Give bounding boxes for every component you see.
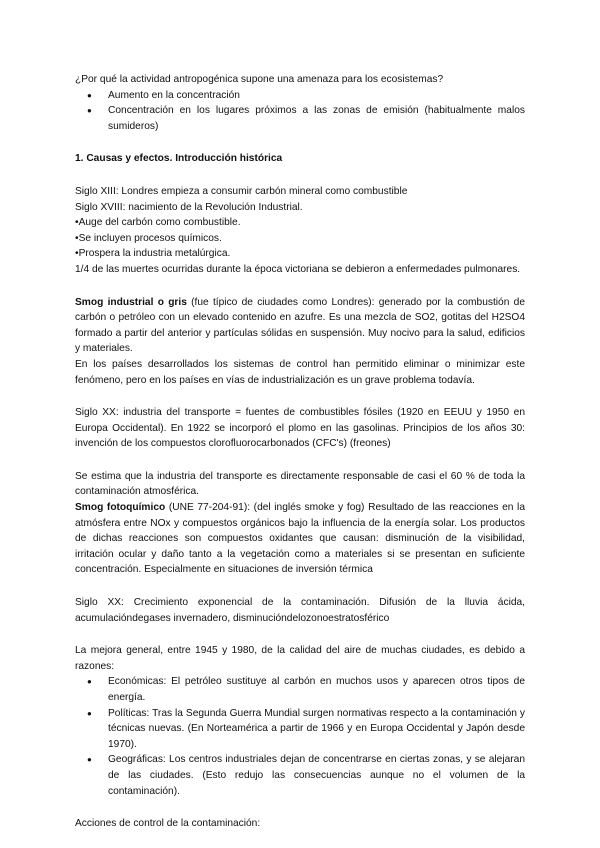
air-quality-bullet-economic: ● Económicas: El petróleo sustituye al carbón en muchos usos y aparecen otros tipos de energía. (87, 676, 525, 703)
siglo-xx-growth-paragraph: Siglo XX: Crecimiento exponencial de la contaminación. Difusión de la lluvia ácida, acumulacióndegases invernadero, disminucióndelozonoestratosférico (75, 597, 525, 624)
smog-industrial-term: Smog industrial o gris (75, 296, 187, 308)
history-line: •Se incluyen procesos químicos. (75, 232, 222, 244)
transport-estimate-paragraph: Se estima que la industria del transporte es directamente responsable de casi el 60 % de toda la contaminación atmosférica. (75, 470, 525, 498)
smog-fotoquimico-paragraph: Smog fotoquímico (UNE 77-204-91): (del inglés smoke y fog) Resultado de las reacciones en la atmósfera entre NOx y compuestos orgánicos bajo la influencia de la energía solar. Los productos de dichas reacciones son compuestos oxidantes que causan: disminución de la visibilidad, irritación ocular y daño tanto a la vegetación como a materiales si se presentan en suficiente concentración. Especialmente en situaciones de inversión térmica (75, 502, 525, 576)
bullet-icon: ● (87, 90, 92, 100)
history-line: •Prospera la industria metalúrgica. (75, 248, 231, 260)
intro-bullet-1: ● Aumento en la concentración (75, 88, 525, 104)
smog-fotoquimico-block (75, 469, 525, 578)
intro-question: ¿Por qué la actividad antropogénica supone una amenaza para los ecosistemas? (75, 74, 444, 85)
smog-fotoquimico-term: Smog fotoquímico (75, 502, 166, 514)
intro-bullet-2: ● Concentración en los lugares próximos a las zonas de emisión (habitualmente malos sumideros) (87, 105, 525, 132)
smog-industrial-paragraph: Smog industrial o gris (fue típico de ciudades como Londres): generado por la combustión de carbón o petróleo con un elevado contenido en azufre. Es una mezcla de SO2, gotitas del H2SO4 formado a partir del anterior y partículas sólidas en suspensión. Muy nocivo para la salud, edificios y materiales. (75, 296, 525, 355)
history-line: Siglo XIII: Londres empieza a consumir carbón mineral como combustible (75, 185, 408, 197)
siglo-xx-transport-paragraph: Siglo XX: industria del transporte = fuentes de combustibles fósiles (1920 en EEUU y 1950 en Europa Occidental). En 1922 se incorporó el plomo en las gasolinas. Principios de los años 30: invención de los compuestos clorofluorocarbonados (CFC's) (freones) (75, 407, 525, 450)
air-quality-bullet-geographic: ● Geográficas: Los centros industriales dejan de concentrarse en ciertas zonas, y se alejaran de las ciudades. (Esto redujo las consecuencias aunque no el volumen de la contaminación). (87, 754, 525, 797)
air-quality-bullet-list (75, 674, 525, 799)
controls-heading: Acciones de control de la contaminación: (75, 818, 261, 830)
intro-bullet-list (75, 88, 525, 135)
bullet-icon: ● (87, 677, 92, 687)
smog-industrial-block (75, 295, 525, 389)
history-line: •Auge del carbón como combustible. (75, 217, 241, 229)
history-block (75, 184, 525, 278)
bullet-icon: ● (87, 755, 92, 765)
history-line: 1/4 de las muertes ocurridas durante la época victoriana se debieron a enfermedades pulmonares. (75, 263, 521, 275)
section-heading: 1. Causas y efectos. Introducción histórica (75, 153, 283, 165)
bullet-icon: ● (87, 106, 92, 116)
bullet-icon: ● (87, 708, 92, 718)
smog-industrial-control-paragraph: En los países desarrollados los sistemas de control han permitido eliminar o minimizar este fenómeno, pero en los países en vías de industrialización es un grave problema todavía. (75, 358, 525, 386)
air-quality-bullet-political: ● Políticas: Tras la Segunda Guerra Mundial surgen normativas respecto a la contaminación y técnicas nuevas. (En Norteamérica a partir de 1966 y en Europa Occidental y Japón desde 1970). (87, 707, 525, 750)
history-line: Siglo XVIII: nacimiento de la Revolución Industrial. (75, 201, 303, 213)
air-quality-intro: La mejora general, entre 1945 y 1980, de la calidad del aire de muchas ciudades, es debido a razones: (75, 645, 525, 672)
